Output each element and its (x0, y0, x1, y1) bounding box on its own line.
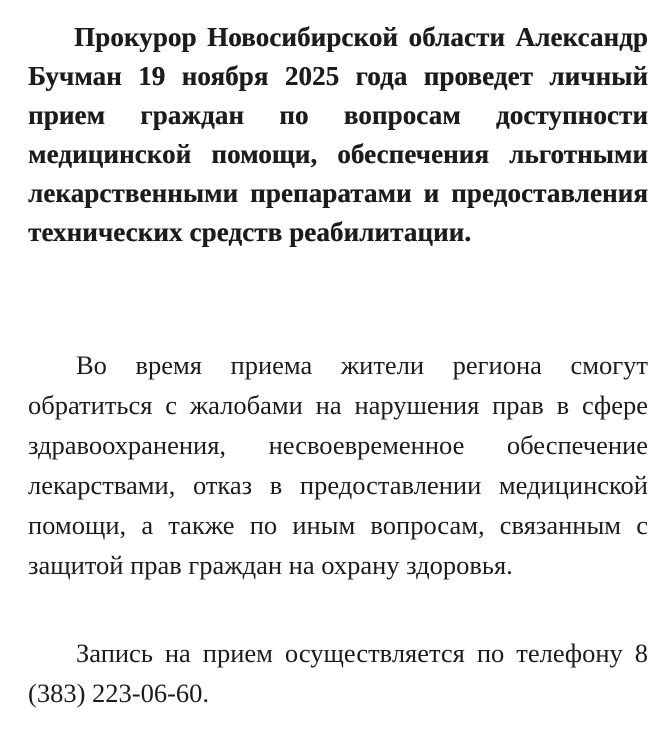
lead-paragraph: Прокурор Новосибирской области Александр Бучман 19 ноября 2025 года проведет личный прием граждан по вопросам доступности медицинской помощи, обеспечения льготными лекарственными препаратами и предоставления технических средств реабилитации. (28, 22, 648, 247)
body-paragraph: Во время приема жители региона смогут обратиться с жалобами на нарушения прав в сфере здравоохранения, несвоевременное обеспечение лекарствами, отказ в предоставлении медицинской помощи, а также по иным вопросам, связанным с защитой прав граждан на охрану здоровья. (28, 350, 648, 580)
contact-paragraph: Запись на прием осуществляется по телефону 8 (383) 223-06-60. (28, 638, 648, 708)
